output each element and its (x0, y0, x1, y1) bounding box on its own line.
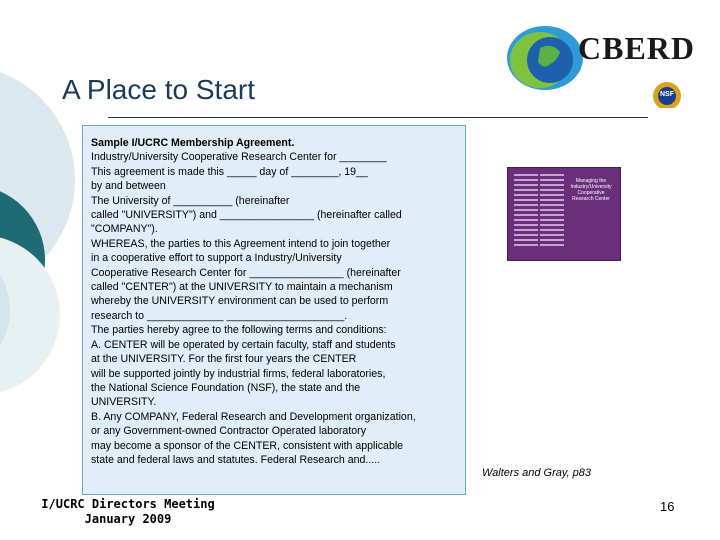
agreement-line: Sample I/UCRC Membership Agreement. (91, 137, 295, 149)
agreement-line: or any Government-owned Contractor Operated laboratory (91, 425, 366, 438)
agreement-line: research to _____________ ____________________. (91, 309, 348, 322)
agreement-line: by and between (91, 180, 166, 193)
agreement-line: the National Science Foundation (NSF), the state and the (91, 381, 361, 394)
page-number: 16 (660, 499, 675, 514)
agreement-line: This agreement is made this _____ day of ________, 19__ (91, 165, 368, 178)
agreement-line: state and federal laws and statutes. Federal Research and..... (91, 453, 381, 466)
book-cover-image (507, 167, 621, 261)
footer-line-2: January 2009 (84, 512, 172, 526)
cberd-logo-text: CBERD (578, 30, 696, 66)
agreement-line: The parties hereby agree to the following terms and conditions: (91, 324, 387, 337)
agreement-line: "COMPANY"). (91, 223, 158, 236)
footer-line-1: I/UCRC Directors Meeting (41, 497, 215, 511)
image-caption: Walters and Gray, p83 (482, 467, 592, 479)
agreement-line: UNIVERSITY. (91, 396, 157, 409)
agreement-line: will be supported jointly by industrial firms, federal laboratories, (91, 367, 386, 380)
cover-title-line: Managing the (575, 178, 607, 184)
agreement-line: B. Any COMPANY, Federal Research and Development organization, (91, 410, 416, 423)
agreement-line: The University of __________ (hereinafter (91, 194, 290, 207)
agreement-line: may become a sponsor of the CENTER, consistent with applicable (91, 439, 404, 452)
nsf-badge-text: NSF (660, 91, 674, 98)
agreement-text-box (82, 125, 466, 495)
title-divider (108, 117, 648, 118)
cover-title-line: Research Center (572, 196, 610, 202)
cover-title (566, 178, 616, 202)
cover-title-line: Industry/University (570, 184, 612, 190)
cover-title-line: Cooperative (577, 190, 605, 196)
agreement-line: Cooperative Research Center for ________________ (hereinafter (91, 266, 401, 279)
footer-text (28, 497, 228, 527)
cover-text-column (514, 174, 538, 252)
page-title: A Place to Start (62, 74, 255, 105)
agreement-line: at the UNIVERSITY. For the first four years the CENTER (91, 353, 357, 366)
agreement-line: called "CENTER") at the UNIVERSITY to maintain a mechanism (91, 281, 393, 294)
agreement-line: Industry/University Cooperative Research Center for ________ (91, 151, 387, 164)
agreement-line: WHEREAS, the parties to this Agreement intend to join together (91, 237, 391, 250)
agreement-line: in a cooperative effort to support a Industry/University (91, 252, 342, 265)
cover-text-column (540, 174, 564, 252)
agreement-line: called "UNIVERSITY") and ________________ (hereinafter called (91, 209, 402, 222)
agreement-line: whereby the UNIVERSITY environment can be used to perform (91, 295, 389, 308)
agreement-line: A. CENTER will be operated by certain faculty, staff and students (91, 338, 396, 351)
